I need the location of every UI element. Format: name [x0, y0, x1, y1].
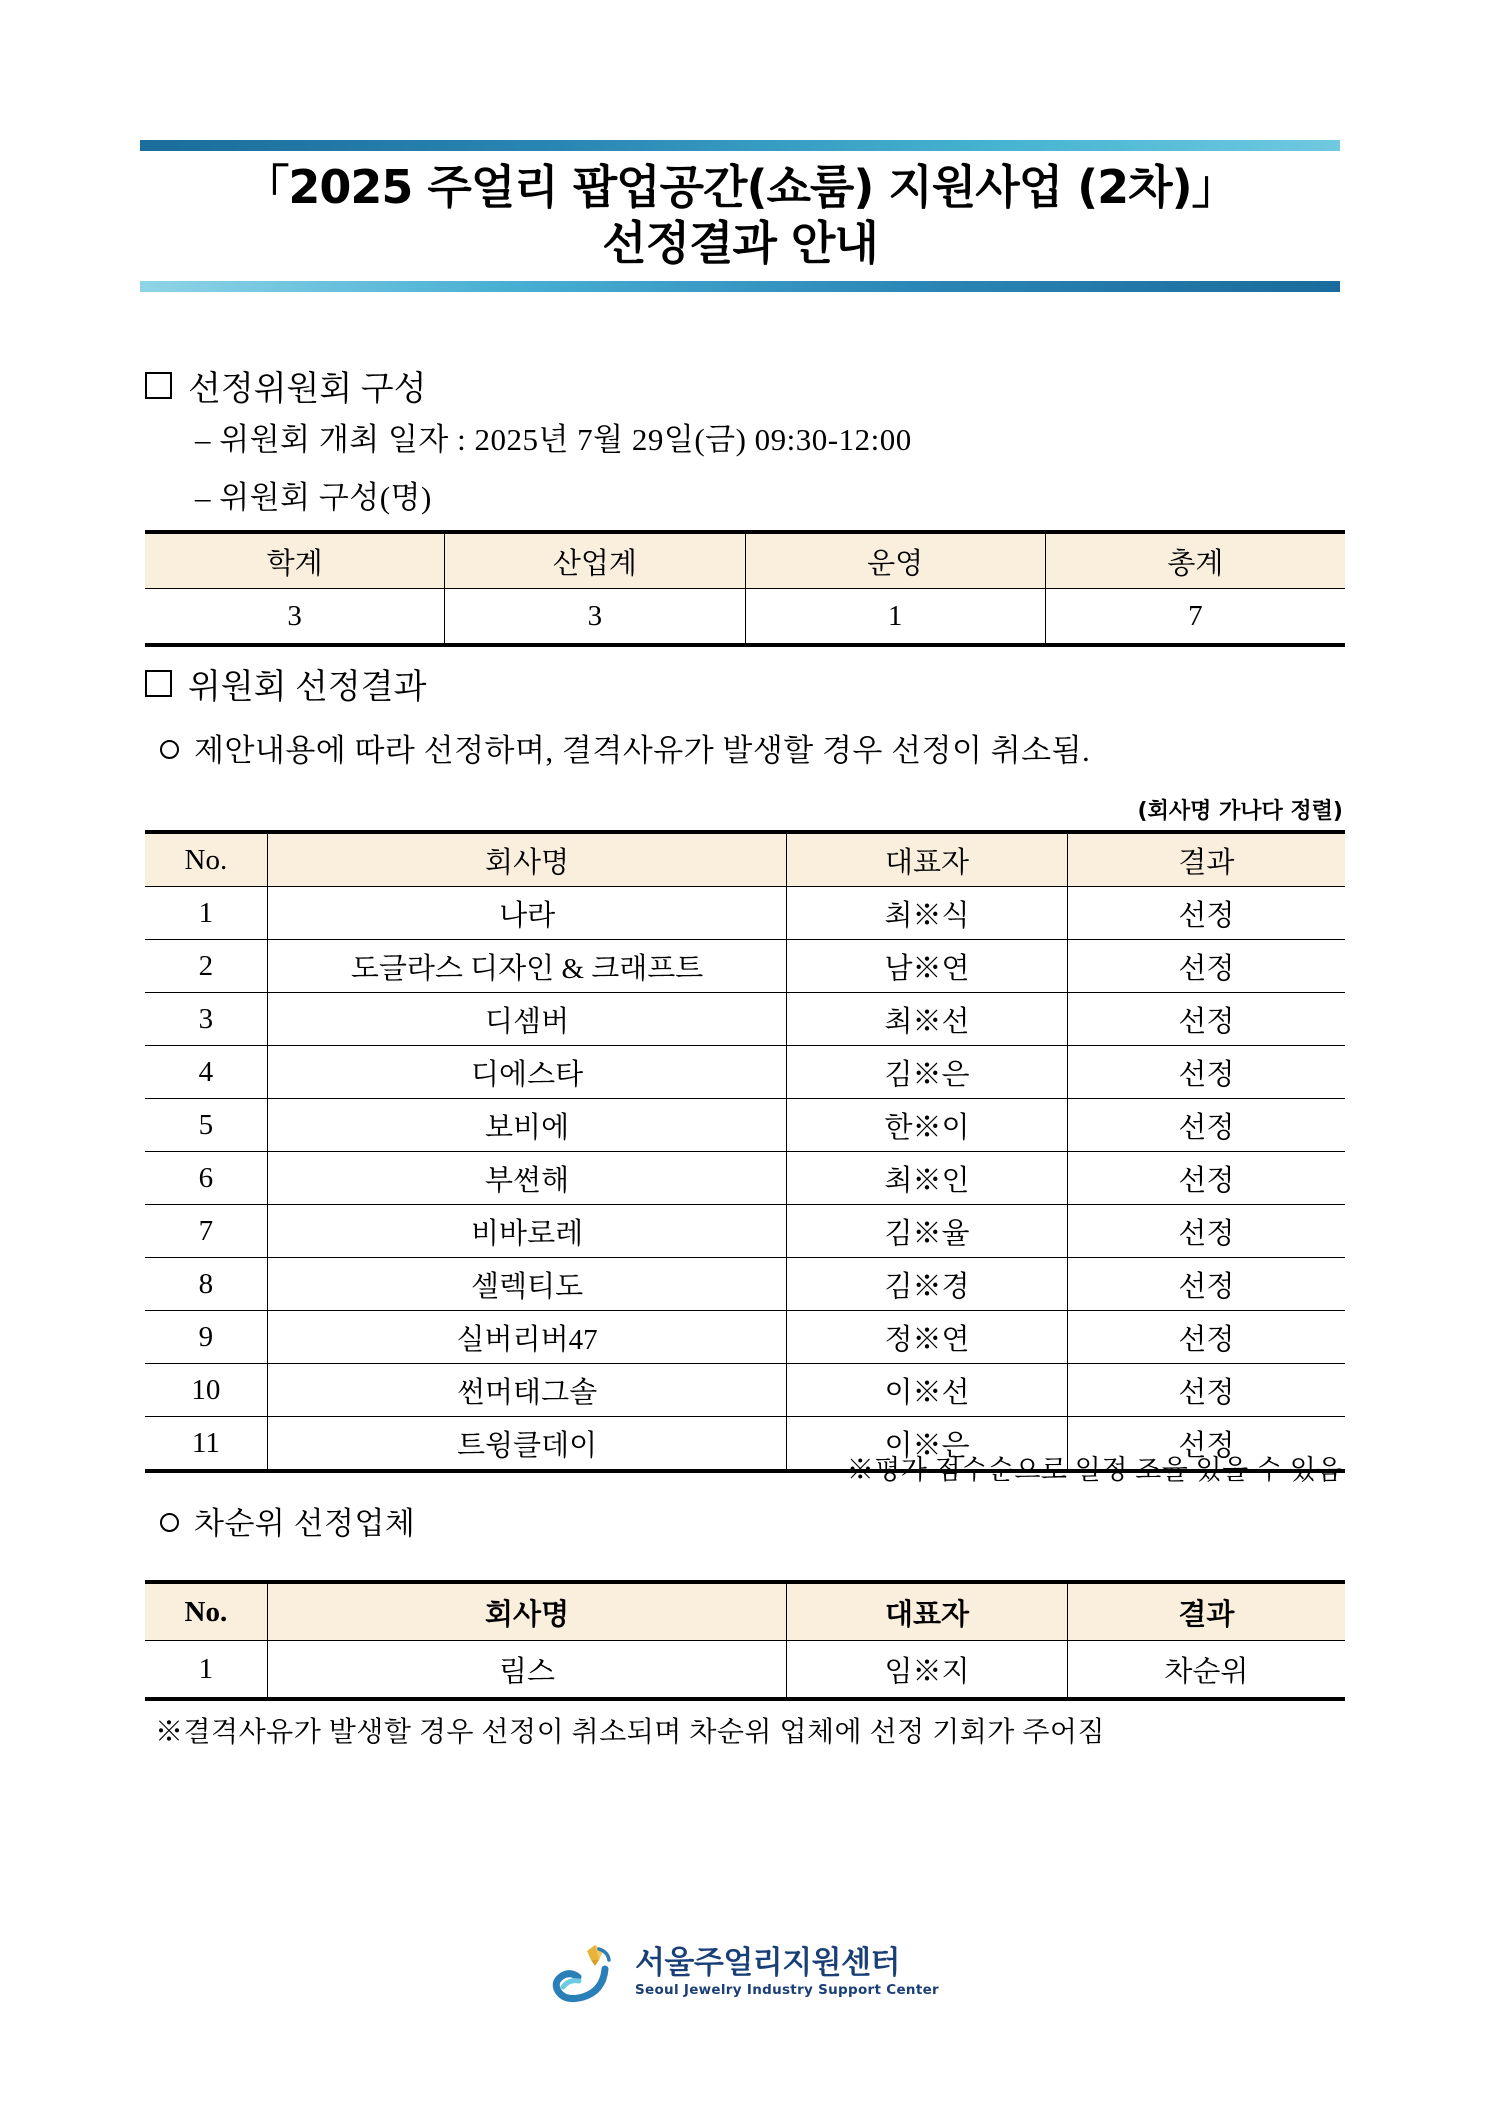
next-candidates-bullet-line	[160, 1508, 415, 1539]
cell-no: 8	[145, 1258, 267, 1311]
cell-company: 림스	[267, 1641, 787, 1700]
cell-no: 5	[145, 1099, 267, 1152]
cell-company: 실버리버47	[267, 1311, 787, 1364]
cell-ceo: 최※식	[787, 887, 1067, 940]
table-row	[145, 1046, 1345, 1099]
cell-ceo: 김※율	[787, 1205, 1067, 1258]
title-line-2: 선정결과 안내	[602, 216, 878, 271]
cell-company: 디에스타	[267, 1046, 787, 1099]
committee-header-total: 총계	[1045, 532, 1345, 589]
logo-text-block	[635, 1947, 939, 1997]
table-header-row	[145, 532, 1345, 589]
sort-order-note: (회사명 가나다 정렬)	[1137, 799, 1343, 824]
table-row	[145, 1205, 1345, 1258]
cell-result: 선정	[1067, 1099, 1345, 1152]
cell-result: 선정	[1067, 1046, 1345, 1099]
title-line-1: 「2025 주얼리 팝업공간(쇼룸) 지원사업 (2차)」	[243, 160, 1237, 214]
cell-company: 썬머태그솔	[267, 1364, 787, 1417]
square-bullet-icon	[145, 372, 172, 399]
selection-results-table	[145, 830, 1345, 1473]
committee-value-operation: 1	[745, 589, 1045, 646]
cell-ceo: 김※경	[787, 1258, 1067, 1311]
cell-no: 11	[145, 1417, 267, 1472]
cell-no: 6	[145, 1152, 267, 1205]
committee-value-academic: 3	[145, 589, 445, 646]
cell-result: 선정	[1067, 1205, 1345, 1258]
section1-heading-label: 선정위원회 구성	[188, 371, 427, 408]
committee-header-industry: 산업계	[445, 532, 745, 589]
cell-ceo: 정※연	[787, 1311, 1067, 1364]
logo-english-name: Seoul Jewelry Industry Support Center	[634, 1981, 940, 1998]
cell-result: 선정	[1067, 1311, 1345, 1364]
table-row	[145, 589, 1345, 646]
next-header-company: 회사명	[267, 1582, 787, 1641]
cell-ceo: 임※지	[787, 1641, 1067, 1700]
table-row	[145, 1364, 1345, 1417]
next-candidate-footnote: ※결격사유가 발생할 경우 선정이 취소되며 차순위 업체에 선정 기회가 주어짐	[155, 1717, 1105, 1748]
next-header-ceo: 대표자	[787, 1582, 1067, 1641]
table-row	[145, 1099, 1345, 1152]
circle-bullet-icon	[160, 740, 179, 759]
cell-company: 셀렉티도	[267, 1258, 787, 1311]
page-title	[140, 151, 1340, 281]
committee-value-industry: 3	[445, 589, 745, 646]
title-rule-bottom	[140, 281, 1340, 292]
result-header-company: 회사명	[267, 832, 787, 887]
cell-no: 9	[145, 1311, 267, 1364]
cell-ceo: 이※선	[787, 1364, 1067, 1417]
cell-result: 선정	[1067, 1258, 1345, 1311]
cell-result: 선정	[1067, 1364, 1345, 1417]
cell-ceo: 남※연	[787, 940, 1067, 993]
results-footnote: ※평가 점수순으로 일정 조율 있을 수 있음	[846, 1455, 1343, 1485]
square-bullet-icon	[145, 670, 172, 697]
next-header-result: 결과	[1067, 1582, 1345, 1641]
cell-no: 1	[145, 1641, 267, 1700]
result-header-ceo: 대표자	[787, 832, 1067, 887]
committee-date-line: – 위원회 개최 일자 : 2025년 7월 29일(금) 09:30-12:00	[195, 422, 912, 457]
next-candidate-table	[145, 1580, 1345, 1701]
cell-no: 7	[145, 1205, 267, 1258]
cell-company: 트윙클데이	[267, 1417, 787, 1472]
committee-composition-line: – 위원회 구성(명)	[195, 480, 432, 515]
cell-result: 차순위	[1067, 1641, 1345, 1700]
cell-no: 3	[145, 993, 267, 1046]
cell-ceo: 최※인	[787, 1152, 1067, 1205]
section-heading-committee	[145, 372, 426, 407]
result-header-result: 결과	[1067, 832, 1345, 887]
results-bullet-line	[160, 735, 1090, 766]
cell-no: 1	[145, 887, 267, 940]
table-header-row	[145, 832, 1345, 887]
section2-heading-label: 위원회 선정결과	[188, 669, 427, 706]
title-block	[140, 140, 1340, 292]
cell-company: 도글라스 디자인 & 크래프트	[267, 940, 787, 993]
cell-company: 디셈버	[267, 993, 787, 1046]
cell-no: 2	[145, 940, 267, 993]
table-row	[145, 1311, 1345, 1364]
cell-company: 부쎤해	[267, 1152, 787, 1205]
cell-result: 선정	[1067, 1152, 1345, 1205]
committee-header-academic: 학계	[145, 532, 445, 589]
result-header-no: No.	[145, 832, 267, 887]
results-bullet-label: 제안내용에 따라 선정하며, 결격사유가 발생할 경우 선정이 취소됨.	[194, 733, 1091, 768]
next-header-no: No.	[145, 1582, 267, 1641]
table-row	[145, 993, 1345, 1046]
table-row	[145, 887, 1345, 940]
committee-header-operation: 운영	[745, 532, 1045, 589]
cell-ceo: 한※이	[787, 1099, 1067, 1152]
cell-ceo: 최※선	[787, 993, 1067, 1046]
committee-table	[145, 530, 1345, 647]
circle-bullet-icon	[160, 1513, 179, 1532]
cell-result: 선정	[1067, 1417, 1345, 1472]
table-row	[145, 1152, 1345, 1205]
cell-company: 비바로레	[267, 1205, 787, 1258]
cell-result: 선정	[1067, 993, 1345, 1046]
committee-value-total: 7	[1045, 589, 1345, 646]
logo-korean-name: 서울주얼리지원센터	[634, 1945, 900, 1982]
section-heading-results	[145, 670, 426, 705]
cell-ceo: 김※은	[787, 1046, 1067, 1099]
table-header-row	[145, 1582, 1345, 1641]
cell-no: 4	[145, 1046, 267, 1099]
table-row	[145, 1641, 1345, 1700]
cell-company: 나라	[267, 887, 787, 940]
logo-lockup	[549, 1935, 939, 2009]
table-row	[145, 1258, 1345, 1311]
cell-ceo: 이※은	[787, 1417, 1067, 1472]
seoul-jewelry-center-logo-icon	[549, 1935, 623, 2009]
cell-result: 선정	[1067, 887, 1345, 940]
cell-company: 보비에	[267, 1099, 787, 1152]
next-candidates-label: 차순위 선정업체	[194, 1506, 416, 1541]
footer-logo	[0, 1935, 1488, 2014]
title-rule-top	[140, 140, 1340, 151]
table-row	[145, 940, 1345, 993]
cell-no: 10	[145, 1364, 267, 1417]
cell-result: 선정	[1067, 940, 1345, 993]
